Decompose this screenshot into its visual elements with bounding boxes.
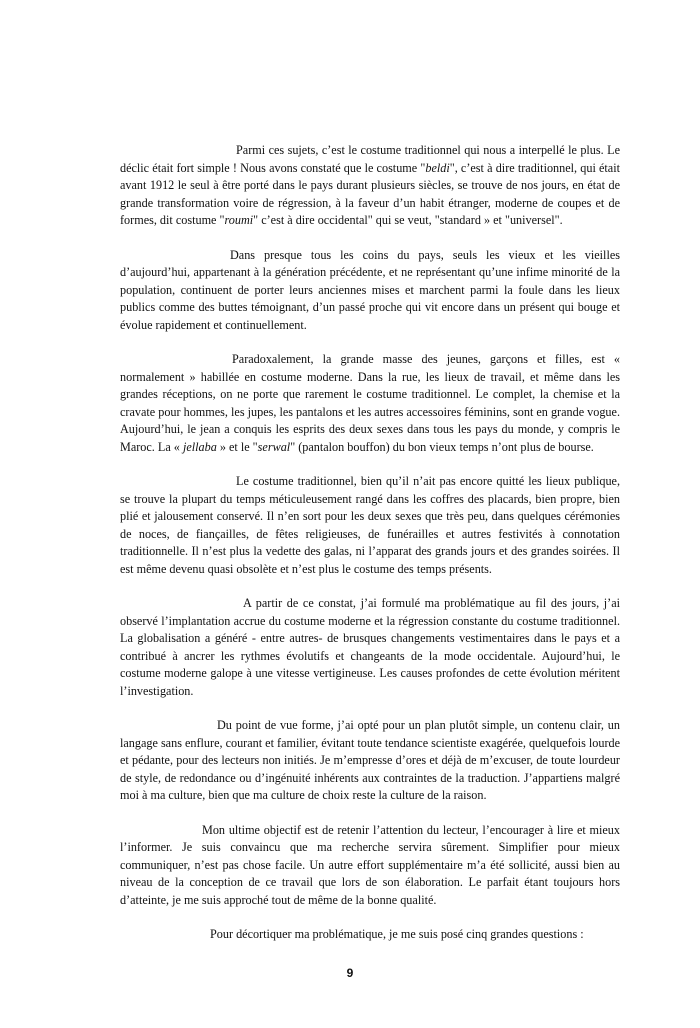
text-segment: Parmi ces sujets, c’est le costume traditionnel qui nous a interpellé le plus. Le déclic était fort simple ! Nous avons constaté que le costume ": [120, 143, 620, 175]
text-segment: Du point de vue forme, j’ai opté pour un plan plutôt simple, un contenu clair, un langage sans enflure, courant et familier, évitant toute tendance scientiste exagérée, quelquefois lourde et pédante, pour des lecteurs non initiés. Je m’empresse d’ores et déjà de m’excuser, de toute lourdeur de style, de redondance ou d’ingénuité inhérents aux contraintes de la traduction. J’appartiens malgré moi à ma culture, bien que ma culture de choix reste la culture de la raison.: [120, 718, 621, 802]
paragraph: [120, 717, 620, 805]
paragraph: [120, 822, 620, 910]
text-segment: » et le ": [216, 439, 258, 454]
paragraph: [120, 926, 620, 944]
italic-term: roumi: [224, 213, 254, 227]
paragraph: [120, 595, 620, 700]
italic-term: jellaba: [182, 439, 217, 454]
italic-term: serwal: [257, 439, 291, 454]
text-segment: Pour décortiquer ma problématique, je me suis posé cinq grandes questions :: [210, 927, 584, 941]
text-segment: " c’est à dire occidental" qui se veut, "standard » et "universel".: [253, 213, 563, 227]
text-segment: Le costume traditionnel, bien qu’il n’ait pas encore quitté les lieux publique, se trouve la plupart du temps méticuleusement rangé dans les coffres des placards, bien propre, bien plié et jalousement conservé. Il n’en sort pour les deux sexes que très peu, dans quelques cérémonies de noces, de fiançailles, de fêtes religieuses, de funérailles et autres festivités à connotation traditionnelle. Il n’est plus la vedette des galas, ni l’apparat des grands jours et des grandes soirées. Il est même devenu quasi obsolète et n’est plus le costume des temps présents.: [120, 474, 620, 576]
paragraph: [120, 247, 620, 335]
text-segment: Dans presque tous les coins du pays, seuls les vieux et les vieilles d’aujourd’hui, appartenant à la génération précédente, et ne représentant qu’une infime minorité de la population, continuent de porter leurs anciennes mises et marchent parmi la foule dans les lieux publics comme des buttes témoignant, d’un passé proche qui vit encore dans un présent qui bouge et évolue rapidement et continuellement.: [120, 247, 620, 332]
text-segment: Mon ultime objectif est de retenir l’attention du lecteur, l’encourager à lire et mieux l’informer. Je suis convaincu que ma recherche servira sûrement. Simplifier pour mieux communiquer, n’est pas chose facile. Un autre effort supplémentaire m’a été sollicité, aussi bien au niveau de la conception de ce travail que lors de son élaboration. Le parfait étant toujours hors d’atteinte, je me suis approché tout de même de la bonne qualité.: [120, 822, 620, 907]
paragraph: [120, 473, 620, 578]
page-number: 9: [346, 966, 354, 980]
italic-term: beldi: [425, 160, 450, 175]
text-segment: ", c’est à dire traditionnel, qui était avant 1912 le seul à être porté dans le pays durant plusieurs siècles, se trouve de nos jours, en état de grande transformation voire de régression, à la faveur d’un habit étranger, moderne de coupes et de formes, dit costume ": [120, 160, 620, 227]
paragraph: [120, 142, 620, 230]
text-segment: Paradoxalement, la grande masse des jeunes, garçons et filles, est « normalement » habillée en costume moderne. Dans la rue, les lieux de travail, et même dans les grandes réceptions, on ne porte que rarement le costume traditionnel. Le complet, la chemise et la cravate pour hommes, les jupes, les pantalons et les autres accessoires féminins, sont en grande vogue. Aujourd’hui, le jean a conquis les esprits des deux sexes dans tous les pays du monde, y compris le Maroc. La «: [120, 352, 620, 454]
paragraph: [120, 351, 620, 456]
text-segment: A partir de ce constat, j’ai formulé ma problématique au fil des jours, j’ai observé l’implantation accrue du costume moderne et la régression constante du costume traditionnel. La globalisation a généré - entre autres- de brusques changements vestimentaires dans le pays et a contribué à ancrer les rythmes évolutifs et changeants de la mode occidentale. Aujourd’hui, le costume moderne galope à une vitesse vertigineuse. Les causes profondes de cette évolution méritent l’investigation.: [120, 596, 620, 698]
text-segment: " (pantalon bouffon) du bon vieux temps n’ont plus de bourse.: [290, 439, 594, 454]
body-text: [120, 142, 620, 961]
